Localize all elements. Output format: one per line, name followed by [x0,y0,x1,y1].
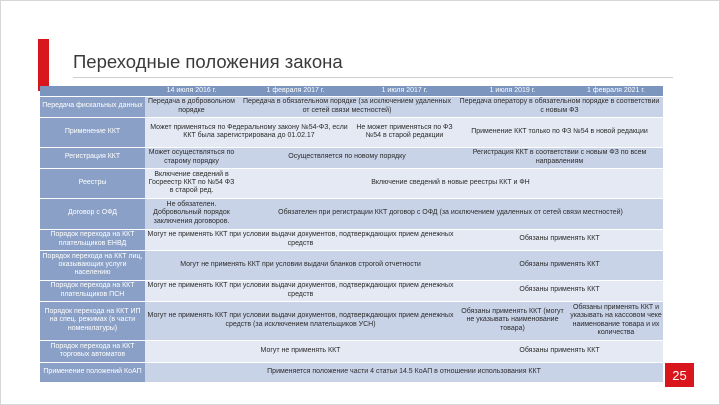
table-header-blank [40,86,145,96]
row-divider [40,301,663,302]
table-cell: Могут не применять ККТ при условии выдачи документов, подтверждающих прием денежных средств (за исключением плательщиков УСН) [145,301,456,340]
table-cell: Не может применяться по ФЗ №54 в старой редакции [353,117,456,147]
date-header: 1 февраля 2021 г. [569,86,663,96]
table-cell: Могут не применять ККТ при условии выдачи документов, подтверждающих прием денежных средств [145,229,456,250]
page-number: 25 [665,363,694,387]
title-divider [73,77,673,78]
table-cell: Включение сведений в Госреестр ККТ по №54 ФЗ в старой ред. [145,168,238,198]
accent-bar [38,39,49,91]
table-cell: Обязаны применять ККТ и указывать на кассовом чеке наименование товара и их количества [569,301,663,340]
row-divider [40,340,663,341]
table-cell: Может применяться по Федеральному закону №54-ФЗ, если ККТ была зарегистрирована до 01.02.17 [145,117,353,147]
row-label-fiscal-data: Передача фискальных данных [40,96,145,117]
row-divider [40,96,663,97]
date-header: 14 июля 2016 г. [145,86,238,96]
table-cell: Обязаны применять ККТ [456,229,663,250]
row-label-kkt-use: Применение ККТ [40,117,145,147]
row-label-services: Порядок перехода на ККТ лиц, оказывающих услуги населению [40,250,145,280]
table-cell: Применяется положение части 4 статьи 14.5 КоАП в отношении использования ККТ [145,362,663,382]
row-divider [40,250,663,251]
table-cell: Могут не применять ККТ [145,340,456,362]
table-cell: Передача оператору в обязательном порядке в соответствии с новым ФЗ [456,96,663,117]
row-divider [40,229,663,230]
row-label-envd: Порядок перехода на ККТ плательщиков ЕНВД [40,229,145,250]
table-cell: Обязателен при регистрации ККТ договор с ОФД (за исключением удаленных от сетей связи местностей) [238,198,663,229]
row-label-registration: Регистрация ККТ [40,147,145,168]
table-cell: Обязаны применять ККТ [456,280,663,301]
date-header: 1 июля 2019 г. [456,86,569,96]
row-label-koap: Применение положений КоАП [40,362,145,382]
table-cell: Регистрация ККТ в соответствии с новым ФЗ по всем направлениям [456,147,663,168]
row-divider [40,147,663,148]
row-label-registries: Реестры [40,168,145,198]
date-header: 1 февраля 2017 г. [238,86,353,96]
row-label-psn: Порядок перехода на ККТ плательщиков ПСН [40,280,145,301]
row-divider [40,280,663,281]
page-title: Переходные положения закона [73,51,343,72]
date-header: 1 июля 2017 г. [353,86,456,96]
transition-table [40,86,663,382]
table-cell: Могут не применять ККТ при условии выдачи документов, подтверждающих прием денежных средств [145,280,456,301]
row-label-vending: Порядок перехода на ККТ торговых автоматов [40,340,145,362]
row-divider [40,117,663,118]
table-cell: Передача в обязательном порядке (за исключением удаленных от сетей связи местностей) [238,96,456,117]
table-cell: Обязаны применять ККТ (могут не указывать наименование товара) [456,301,569,340]
table-cell: Включение сведений в новые реестры ККТ и ФН [238,168,663,198]
table-cell: Могут не применять ККТ при условии выдачи бланков строгой отчетности [145,250,456,280]
table-cell: Передача в добровольном порядке [145,96,238,117]
row-label-special-regimes: Порядок перехода на ККТ ИП на спец. режимах (в части номенклатуры) [40,301,145,340]
row-divider [40,168,663,169]
table-cell: Обязаны применять ККТ [456,250,663,280]
table-cell: Применение ККТ только по ФЗ №54 в новой редакции [456,117,663,147]
table-cell: Не обязателен. Добровольный порядок заключения договоров. [145,198,238,229]
table-cell: Обязаны применять ККТ [456,340,663,362]
row-label-ofd-contract: Договор с ОФД [40,198,145,229]
table-cell: Осуществляется по новому порядку [238,147,456,168]
row-divider [40,362,663,363]
table-cell: Может осуществляться по старому порядку [145,147,238,168]
row-divider [40,198,663,199]
